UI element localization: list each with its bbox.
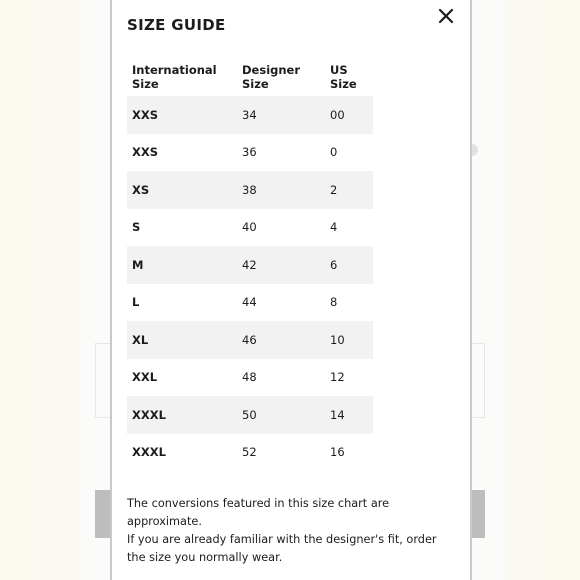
cell-international-size: L [132, 295, 140, 310]
cell-designer-size: 40 [242, 220, 257, 235]
cell-designer-size: 44 [242, 295, 257, 310]
cell-us-size: 8 [330, 295, 338, 310]
cell-designer-size: 34 [237, 96, 325, 134]
cell-international-size: XL [127, 321, 237, 359]
table-row [127, 134, 373, 172]
cell-international-size: XS [127, 171, 237, 209]
cell-designer-size: 46 [237, 321, 325, 359]
table-row [127, 171, 373, 209]
close-icon [436, 6, 456, 26]
background-left [0, 0, 80, 580]
table-row [127, 321, 373, 359]
cell-international-size: XXXL [132, 445, 166, 460]
size-guide-modal [110, 0, 472, 580]
cell-designer-size: 38 [237, 171, 325, 209]
cell-us-size: 4 [330, 220, 338, 235]
cell-international-size: XXS [132, 145, 159, 160]
modal-title: SIZE GUIDE [127, 16, 226, 34]
cell-designer-size: 36 [242, 145, 257, 160]
cell-designer-size: 48 [242, 370, 257, 385]
close-button[interactable] [436, 6, 456, 26]
cell-international-size: S [132, 220, 141, 235]
cell-us-size: 2 [325, 171, 373, 209]
cell-international-size: XXXL [127, 396, 237, 434]
cell-us-size: 16 [330, 445, 345, 460]
size-note [127, 495, 457, 567]
cell-us-size: 0 [330, 145, 338, 160]
table-row [127, 434, 373, 472]
table-row [127, 209, 373, 247]
size-table-body [127, 96, 373, 471]
cell-designer-size: 52 [242, 445, 257, 460]
table-row [127, 359, 373, 397]
cell-us-size: 6 [325, 246, 373, 284]
cell-international-size: XXS [127, 96, 237, 134]
header-us-size: US Size [330, 63, 357, 91]
cell-us-size: 14 [325, 396, 373, 434]
cell-international-size: XXL [132, 370, 158, 385]
table-header-row [127, 58, 373, 96]
table-row [127, 246, 373, 284]
header-designer-size: Designer Size [242, 63, 301, 91]
table-row [127, 284, 373, 322]
note-line-1: The conversions featured in this size chart are approximate. [127, 497, 390, 528]
cell-us-size: 10 [325, 321, 373, 359]
cell-designer-size: 50 [237, 396, 325, 434]
table-row [127, 396, 373, 434]
note-line-2: If you are already familiar with the designer's fit, order the size you normally wear. [127, 533, 437, 564]
header-international-size: International Size [132, 63, 217, 91]
cell-international-size: M [127, 246, 237, 284]
cell-us-size: 12 [330, 370, 345, 385]
table-row [127, 96, 373, 134]
cell-us-size: 00 [325, 96, 373, 134]
cell-designer-size: 42 [237, 246, 325, 284]
size-table [127, 58, 373, 471]
